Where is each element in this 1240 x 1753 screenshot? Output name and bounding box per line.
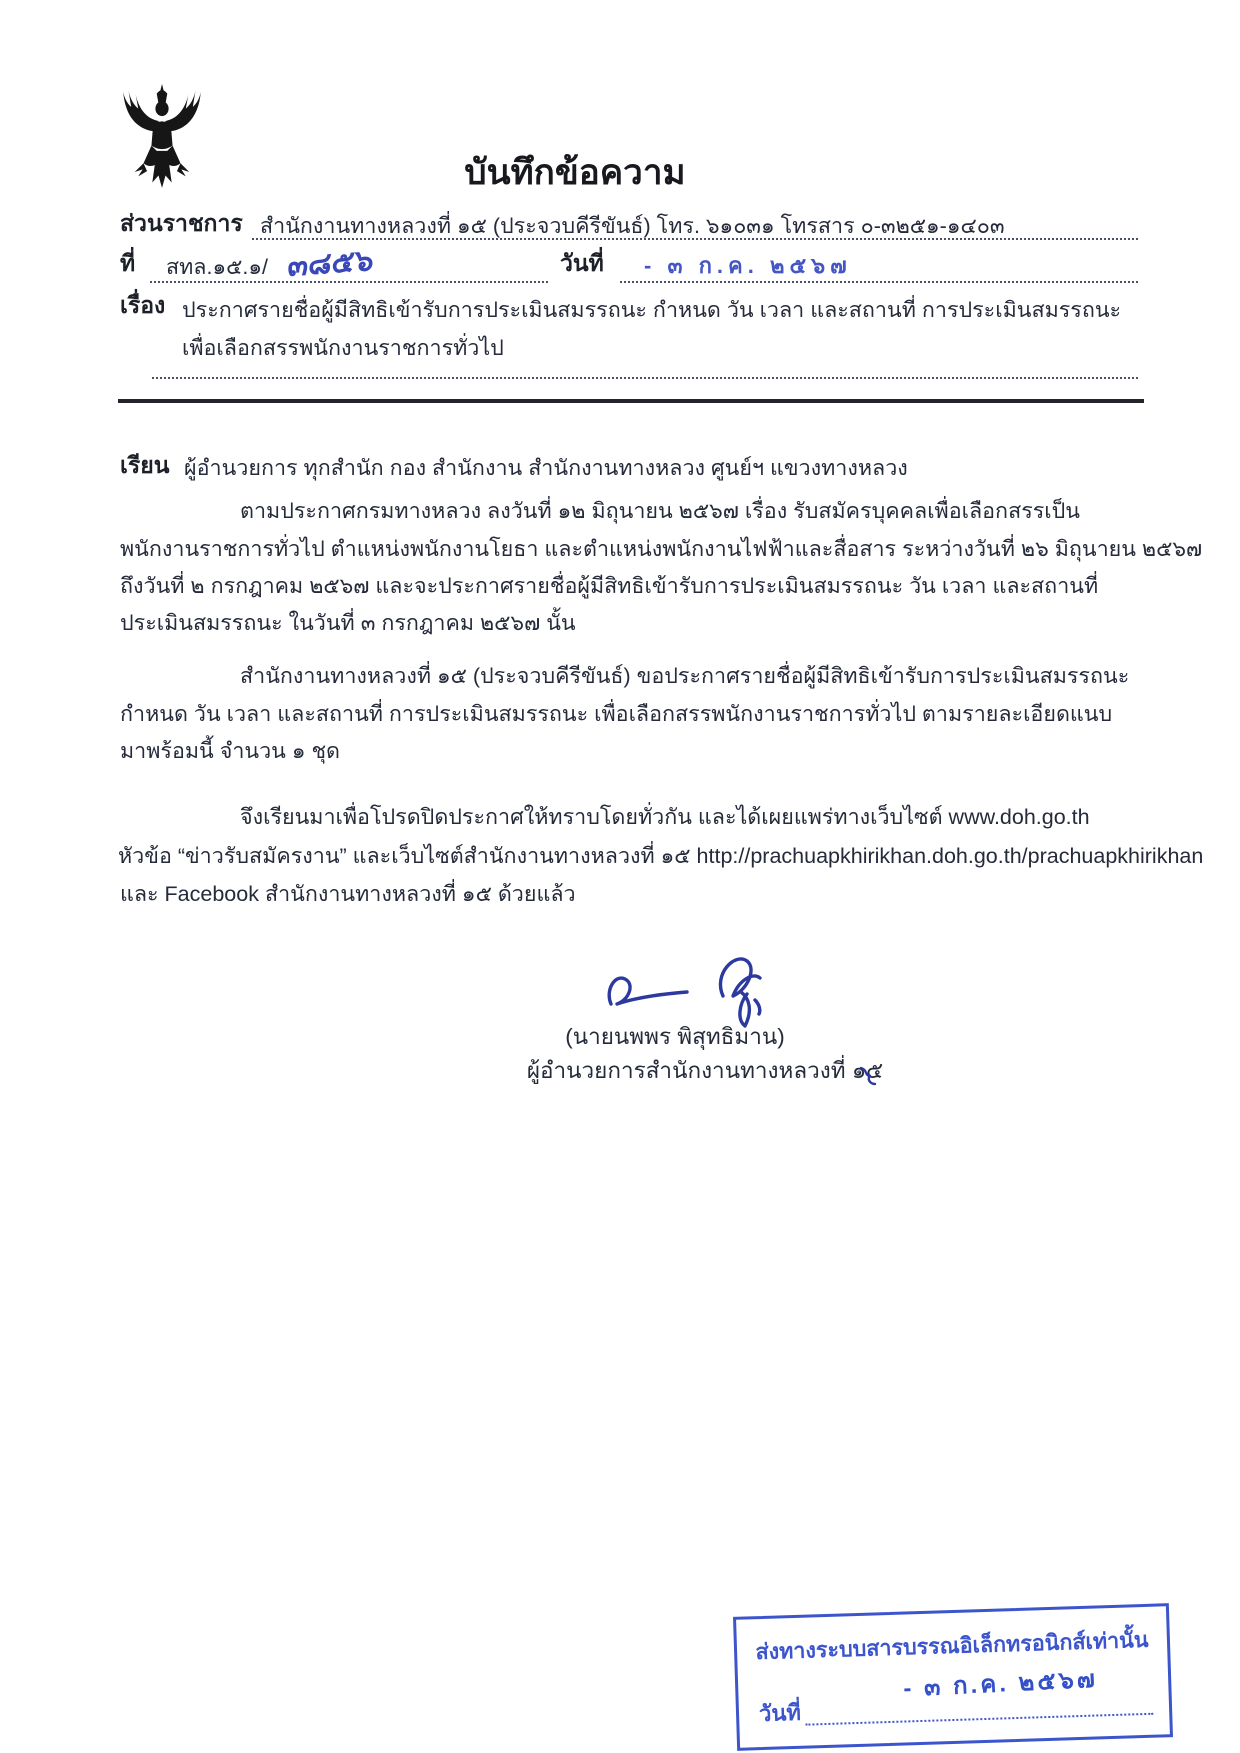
body-paragraph-line: ถึงวันที่ ๒ กรกฎาคม ๒๕๖๗ และจะประกาศรายชื่อผู้มีสิทธิเข้ารับการประเมินสมรรถนะ วัน เวลา และสถานที่ — [120, 574, 1099, 598]
agency-label: ส่วนราชการ — [120, 210, 243, 236]
signer-name: (นายนพพร พิสุทธิมาน) — [565, 1024, 785, 1049]
to-label: เรียน — [120, 452, 170, 478]
subject-line-1: ประกาศรายชื่อผู้มีสิทธิเข้ารับการประเมินสมรรถนะ กำหนด วัน เวลา และสถานที่ การประเมินสมรรถนะ — [182, 298, 1122, 322]
stamp-date-label: วันที่ — [758, 1699, 802, 1727]
dotted-underline — [252, 238, 1138, 240]
doc-number-value: สทล.๑๕.๑/ — [166, 255, 268, 279]
electronic-stamp — [733, 1603, 1173, 1751]
ink-flourish-icon — [858, 1064, 878, 1093]
stamp-text: ส่งทางระบบสารบรรณอิเล็กทรอนิกส์เท่านั้น — [755, 1627, 1149, 1665]
body-paragraph-line: และ Facebook สำนักงานทางหลวงที่ ๑๕ ด้วยแล้ว — [120, 882, 576, 906]
doc-number-label: ที่ — [120, 250, 136, 276]
body-paragraph-line: พนักงานราชการทั่วไป ตำแหน่งพนักงานโยธา และตำแหน่งพนักงานไฟฟ้าและสื่อสาร ระหว่างวันที่ ๒๖ มิถุนายน ๒๕๖๗ — [120, 537, 1203, 561]
agency-value: สำนักงานทางหลวงที่ ๑๕ (ประจวบคีรีขันธ์) โทร. ๖๑๐๓๑ โทรสาร ๐-๓๒๕๑-๑๔๐๓ — [260, 214, 1005, 238]
subject-label: เรื่อง — [120, 292, 166, 318]
signer-position: ผู้อำนวยการสำนักงานทางหลวงที่ ๑๕ — [526, 1058, 884, 1083]
page-title: บันทึกข้อความ — [464, 153, 686, 192]
body-paragraph-line: กำหนด วัน เวลา และสถานที่ การประเมินสมรรถนะ เพื่อเลือกสรรพนักงานราชการทั่วไป ตามรายละเอียดแนบ — [120, 702, 1113, 726]
dotted-underline — [620, 281, 1138, 283]
body-paragraph-line: จึงเรียนมาเพื่อโปรดปิดประกาศให้ทราบโดยทั่วกัน และได้เผยแพร่ทางเว็บไซต์ www.doh.go.th — [240, 805, 1090, 829]
to-value: ผู้อำนวยการ ทุกสำนัก กอง สำนักงาน สำนักงานทางหลวง ศูนย์ฯ แขวงทางหลวง — [184, 456, 908, 480]
doc-number-handwritten: ๓๘๕๖ — [286, 244, 375, 283]
dotted-underline — [150, 281, 548, 283]
dotted-underline — [152, 377, 1138, 379]
body-paragraph-line: สำนักงานทางหลวงที่ ๑๕ (ประจวบคีรีขันธ์) ขอประกาศรายชื่อผู้มีสิทธิเข้ารับการประเมินสมรรถนะ — [240, 664, 1130, 688]
body-paragraph-line: หัวข้อ “ข่าวรับสมัครงาน” และเว็บไซต์สำนักงานทางหลวงที่ ๑๕ http://prachuapkhirikhan.doh.go.th/prachuapkhirikhan — [118, 844, 1204, 868]
date-label: วันที่ — [560, 250, 604, 276]
date-stamp: - ๓ ก.ค. ๒๕๖๗ — [644, 253, 852, 278]
body-paragraph-line: มาพร้อมนี้ จำนวน ๑ ชุด — [120, 739, 341, 763]
body-paragraph-line: ประเมินสมรรถนะ ในวันที่ ๓ กรกฎาคม ๒๕๖๗ นั้น — [120, 611, 576, 635]
garuda-emblem-icon — [118, 84, 206, 221]
subject-line-2: เพื่อเลือกสรรพนักงานราชการทั่วไป — [182, 336, 504, 360]
section-divider — [118, 399, 1144, 403]
stamp-date-value: - ๓ ก.ค. ๒๕๖๗ — [902, 1665, 1099, 1703]
body-paragraph-line: ตามประกาศกรมทางหลวง ลงวันที่ ๑๒ มิถุนายน ๒๕๖๗ เรื่อง รับสมัครบุคคลเพื่อเลือกสรรเป็น — [240, 499, 1080, 523]
stamp-dotted-line — [805, 1713, 1153, 1726]
